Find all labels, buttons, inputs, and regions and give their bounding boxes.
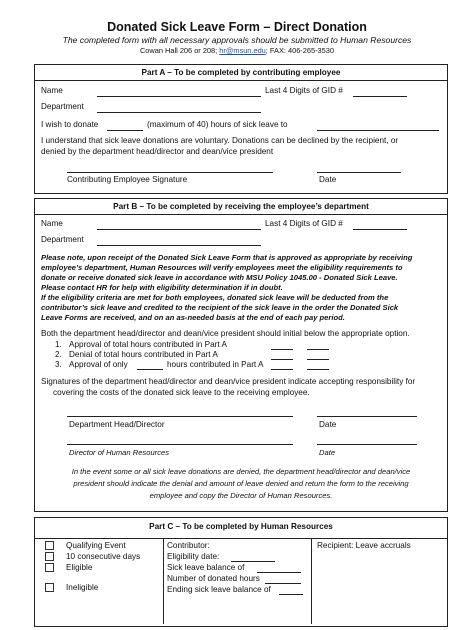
option-3-initial-1[interactable]	[271, 369, 293, 370]
checkbox-column	[35, 538, 164, 624]
qualifying-event-label: Qualifying Event	[66, 541, 126, 550]
notice-line: Please contact HR for help with eligibility determination if in doubt.	[41, 283, 283, 292]
dept-head-signature-field[interactable]	[67, 416, 293, 417]
denied-note-line: president should indicate the denial and amount of leave denied and return the form to the receiving	[73, 479, 409, 488]
part-b-section	[34, 198, 448, 512]
part-a-department-field[interactable]	[97, 112, 261, 113]
ending-balance-label: Ending sick leave balance of	[167, 585, 271, 594]
part-b-heading: Part B – To be completed by receiving the employee’s department	[113, 202, 369, 211]
part-b-gid-field[interactable]	[353, 229, 407, 230]
recipient-title: Recipient: Leave accruals	[317, 541, 411, 550]
contact-suffix: ; FAX: 406-265-3530	[265, 46, 335, 55]
option-1-number: 1.	[55, 340, 62, 349]
signatures-line-1: Signatures of the department head/director and dean/vice president indicate accepting responsibility for	[41, 377, 416, 386]
notice-line: donate or receive donated sick leave in accordance with MSU Policy 1045.00 - Donated Sick Leave.	[41, 273, 398, 282]
consecutive-days-checkbox[interactable]	[45, 552, 54, 561]
dept-head-date-label: Date	[319, 420, 337, 429]
initial-instruction: Both the department head/director and dean/vice president should initial below the appropriate option.	[41, 329, 410, 338]
check-row-consecutive-days	[45, 552, 140, 561]
hr-director-signature-field[interactable]	[67, 444, 293, 445]
dept-head-date-field[interactable]	[317, 416, 417, 417]
form-title: Donated Sick Leave Form – Direct Donation	[107, 20, 367, 34]
signatures-line-2: covering the costs of the donated sick leave to the receiving employee.	[53, 388, 310, 397]
column-divider	[311, 538, 312, 624]
hr-director-date-field[interactable]	[317, 444, 417, 445]
contact-line	[0, 46, 474, 55]
donated-hours-field[interactable]	[265, 583, 301, 584]
option-3-initial-2[interactable]	[307, 369, 329, 370]
qualifying-event-checkbox[interactable]	[45, 541, 54, 550]
part-c-heading: Part C – To be completed by Human Resources	[149, 522, 333, 531]
check-row-ineligible	[45, 583, 98, 592]
check-row-qualifying-event	[45, 541, 126, 550]
donate-prefix: I wish to donate	[41, 120, 99, 129]
part-a-heading: Part A – To be completed by contributing employee	[141, 68, 341, 77]
notice-line: employee’s department, Human Resources will verify employees meet the eligibility requirements to	[41, 263, 403, 272]
ineligible-checkbox[interactable]	[45, 583, 54, 592]
donated-hours-label: Number of donated hours	[167, 574, 260, 583]
donate-middle-text: (maximum of 40) hours of sick leave to	[147, 120, 288, 129]
dept-head-label: Department Head/Director	[69, 420, 165, 429]
part-c-section	[34, 517, 448, 627]
part-b-name-field[interactable]	[97, 229, 261, 230]
option-3-number: 3.	[55, 360, 62, 369]
option-3-text-pre: Approval of only	[69, 360, 128, 369]
option-1-initial-1[interactable]	[271, 349, 293, 350]
eligible-checkbox[interactable]	[45, 563, 54, 572]
part-b-name-label: Name	[41, 219, 63, 228]
part-b-gid-label: Last 4 Digits of GID #	[265, 219, 343, 228]
consecutive-days-label: 10 consecutive days	[66, 552, 141, 561]
eligibility-date-field[interactable]	[231, 561, 275, 562]
contributor-date-label: Date	[319, 175, 337, 184]
understand-line-2: denied by the department head/director and dean/vice president	[41, 147, 274, 156]
hr-director-date-label: Date	[319, 448, 336, 457]
option-3-hours-field[interactable]	[137, 369, 163, 370]
notice-line: If the eligibility criteria are met for both employees, donated sick leave will be deducted from the	[41, 293, 389, 302]
donate-hours-field[interactable]	[107, 130, 143, 131]
option-1-initial-2[interactable]	[307, 349, 329, 350]
option-2-initial-2[interactable]	[307, 359, 329, 360]
notice-line: Please note, upon receipt of the Donated Sick Leave Form that is approved as appropriate by receiving	[41, 253, 413, 262]
eligibility-date-label: Eligibility date:	[167, 552, 220, 561]
notice-line: Leave Forms are received, and on an as-needed basis at the end of each pay period.	[41, 313, 345, 322]
option-2-number: 2.	[55, 350, 62, 359]
contributor-signature-label: Contributing Employee Signature	[67, 175, 188, 184]
part-a-divider	[35, 80, 447, 81]
option-3-text-post: hours contributed in Part A	[167, 360, 264, 369]
option-2-text: Denial of total hours contributed in Part A	[69, 350, 218, 359]
form-subtitle: The completed form with all necessary approvals should be submitted to Human Resources	[62, 35, 412, 45]
hr-email-link[interactable]: hr@msun.edu	[219, 46, 266, 55]
notice-line: contributor’s sick leave and credited to the recipient of the sick leave in the order the Donated Sick	[41, 303, 399, 312]
option-1-text: Approval of total hours contributed in Part A	[69, 340, 227, 349]
part-a-gid-label: Last 4 Digits of GID #	[265, 86, 343, 95]
hr-director-label: Director of Human Resources	[69, 448, 170, 457]
ending-balance-field[interactable]	[279, 594, 303, 595]
sick-leave-balance-field[interactable]	[257, 572, 301, 573]
eligible-label: Eligible	[66, 563, 93, 572]
part-a-gid-field[interactable]	[353, 96, 407, 97]
contact-prefix: Cowan Hall 206 or 208;	[139, 46, 220, 55]
part-a-department-label: Department	[41, 102, 84, 111]
contributor-signature-field[interactable]	[67, 172, 273, 173]
denied-note-line: In the event some or all sick leave donations are denied, the department head/director and dean/vice	[71, 467, 411, 476]
part-a-name-field[interactable]	[97, 96, 261, 97]
understand-line-1: I understand that sick leave donations are voluntary. Donations can be declined by the recipient, or	[41, 136, 399, 145]
ineligible-label: Ineligible	[66, 583, 99, 592]
part-b-department-label: Department	[41, 235, 84, 244]
check-row-eligible	[45, 563, 92, 572]
part-b-divider	[35, 214, 447, 215]
contributor-title: Contributor:	[167, 541, 210, 550]
part-b-department-field[interactable]	[97, 245, 261, 246]
option-2-initial-1[interactable]	[271, 359, 293, 360]
donate-recipient-field[interactable]	[317, 130, 439, 131]
contributor-date-field[interactable]	[317, 172, 401, 173]
denied-note-line: employee and copy the Director of Human Resources.	[149, 491, 333, 500]
sick-leave-balance-label: Sick leave balance of	[167, 563, 245, 572]
part-a-name-label: Name	[41, 86, 63, 95]
part-a-section	[34, 64, 448, 194]
